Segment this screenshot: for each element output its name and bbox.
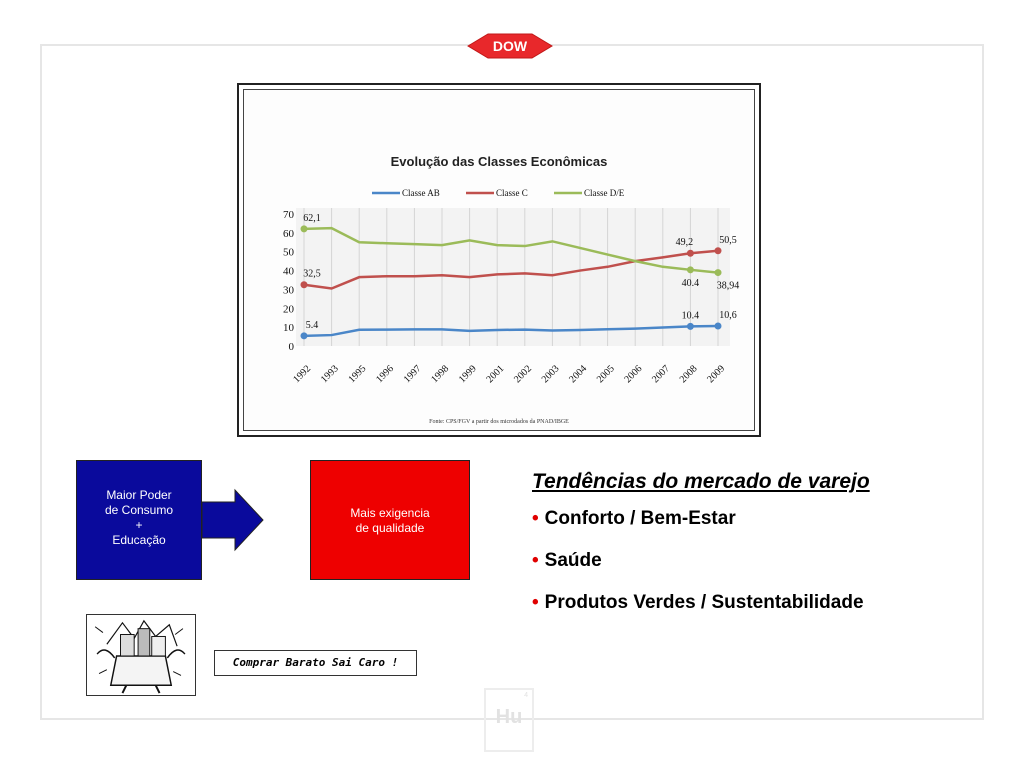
y-tick-label: 50 [283,246,294,259]
trends-section [532,470,972,634]
consumer-power-box [76,460,202,580]
data-point [301,332,308,339]
x-tick-label: 2008 [677,363,700,386]
data-point [715,323,722,330]
data-point [687,266,694,273]
box1-line: Maior Poder [106,488,172,502]
x-tick-label: 2005 [594,363,617,386]
data-label: 40.4 [681,277,700,289]
y-tick-label: 0 [288,341,294,353]
logo-text: DOW [492,38,528,54]
data-point [301,281,308,288]
legend-label: Classe AB [402,188,440,198]
y-axis [283,209,295,353]
box1-line: Educação [112,533,166,547]
box1-line: + [135,518,143,532]
trend-label: Conforto / Bem-Estar [544,508,736,529]
x-tick-label: 2004 [567,363,590,386]
y-tick-label: 30 [283,284,294,297]
y-tick-label: 10 [283,322,294,335]
caption-box: Comprar Barato Sai Caro ! [214,650,417,676]
chart-source: Fonte: CPS/FGV a partir dos microdados da PNAD/IBGE [429,419,569,425]
x-tick-label: 2003 [539,363,562,386]
data-label: 49,2 [675,237,694,249]
dow-logo [466,30,554,62]
x-tick-label: 1995 [346,363,369,386]
x-tick-label: 2002 [512,363,534,386]
x-tick-label: 1993 [318,363,341,386]
x-tick-label: 1997 [401,363,424,386]
y-tick-label: 70 [283,209,294,221]
data-point [715,269,722,276]
bullet-icon: • [532,592,539,613]
watermark [484,688,534,752]
legend-label: Classe C [496,188,528,198]
data-label: 10.4 [681,310,700,322]
x-tick-label: 2009 [705,363,728,386]
x-tick-label: 2006 [622,363,645,386]
trend-label: Produtos Verdes / Sustentabilidade [544,592,864,613]
bullet-icon: • [532,550,539,571]
data-label: 10,6 [719,310,737,322]
data-label: 32,5 [303,268,321,280]
shopping-cartoon-illustration [86,614,196,696]
trend-item [532,550,972,572]
line-chart [244,90,754,430]
legend-label: Classe D/E [584,188,625,198]
x-tick-label: 1999 [456,363,479,386]
right-arrow-icon [201,488,265,552]
data-label: 38,94 [716,280,740,292]
data-label: 5.4 [305,319,319,331]
x-tick-label: 1992 [291,363,314,386]
x-tick-label: 2007 [650,363,672,386]
chart-title: Evolução das Classes Econômicas [390,154,608,169]
box2-line: de qualidade [355,521,425,535]
data-point [715,247,722,254]
data-point [687,323,694,330]
y-tick-label: 20 [283,303,294,316]
trend-item [532,508,972,530]
x-tick-label: 2001 [484,363,507,386]
chart-frame [237,83,761,437]
bullet-icon: • [532,508,539,529]
data-label: 50,5 [719,234,737,246]
box1-line: de Consumo [104,503,174,517]
data-label: 62,1 [303,212,321,224]
x-axis [291,363,727,385]
watermark-number: 4 [524,692,528,699]
quality-demand-box [310,460,470,580]
trend-item [532,592,972,614]
chart-panel [243,89,755,431]
data-point [301,225,308,232]
trend-label: Saúde [544,550,602,571]
y-tick-label: 60 [283,227,294,240]
box2-line: Mais exigencia [350,506,430,520]
trends-title: Tendências do mercado de varejo [532,470,870,493]
y-tick-label: 40 [283,265,294,278]
chart-legend [372,188,625,198]
x-tick-label: 1996 [374,363,396,386]
watermark-text: Hu [495,706,523,728]
data-point [687,250,694,257]
x-tick-label: 1998 [429,363,452,386]
